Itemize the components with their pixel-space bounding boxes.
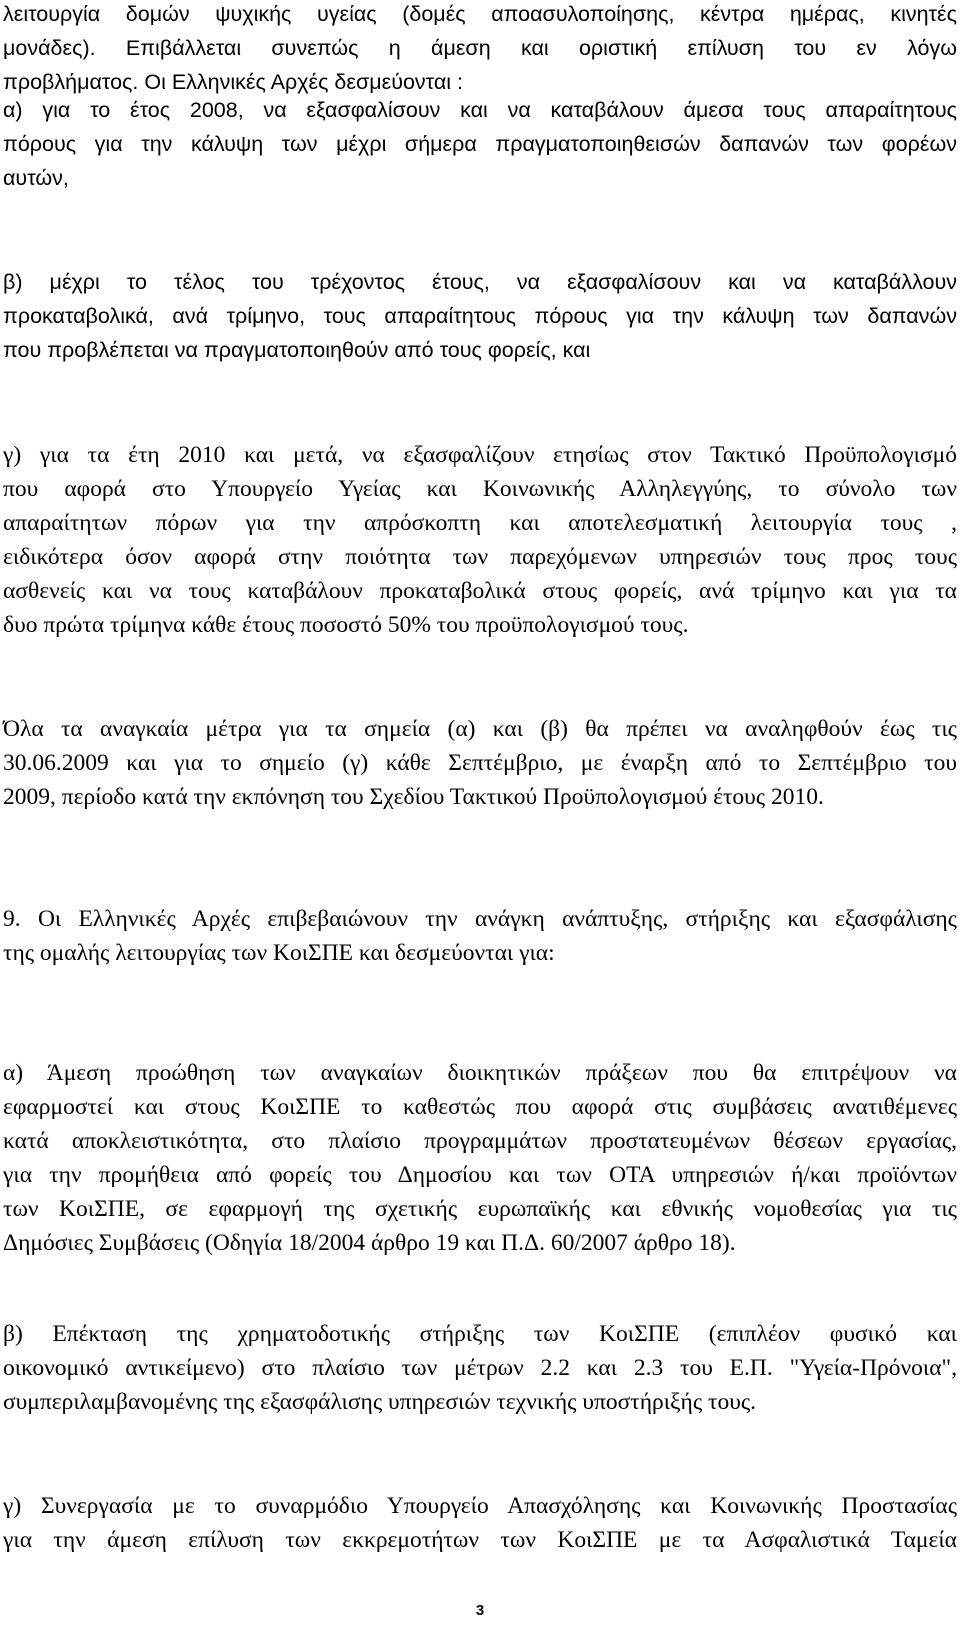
paragraph-item-a [3, 93, 957, 195]
paragraph-section-9 [3, 902, 957, 970]
text-line: γ) Συνεργασία με το συναρμόδιο Υπουργείο Απασχόλησης και Κοινωνικής Προστασίας [3, 1493, 957, 1519]
text-line: 30.06.2009 και για το σημείο (γ) κάθε Σεπτέμβριο, με έναρξη από το Σεπτέμβριο του [3, 750, 957, 776]
text-line: αυτών, [3, 166, 69, 190]
text-line: των ΚοιΣΠΕ, σε εφαρμογή της σχετικής ευρωπαϊκής και εθνικής νομοθεσίας για τις [3, 1196, 957, 1222]
text-line: β) Επέκταση της χρηματοδοτικής στήριξης των ΚοιΣΠΕ (επιπλέον φυσικό και [3, 1321, 957, 1347]
text-line: γ) για τα έτη 2010 και μετά, να εξασφαλίζουν ετησίως στον Τακτικό Προϋπολογισμό [3, 442, 957, 468]
paragraph-section-9a [3, 1056, 957, 1260]
text-line: α) Άμεση προώθηση των αναγκαίων διοικητικών πράξεων που θα επιτρέψουν να [3, 1060, 957, 1086]
text-line: α) για το έτος 2008, να εξασφαλίσουν και να καταβάλουν άμεσα τους απαραίτητους [3, 98, 957, 122]
text-line: ασθενείς και να τους καταβάλουν προκαταβολικά στους φορείς, ανά τρίμηνο και για τα [3, 578, 957, 604]
text-line: Δημόσιες Συμβάσεις (Οδηγία 18/2004 άρθρο 19 και Π.Δ. 60/2007 άρθρο 18). [3, 1230, 736, 1256]
text-line: προβλήματος. Οι Ελληνικές Αρχές δεσμεύονται : [3, 70, 464, 94]
text-line: β) μέχρι το τέλος του τρέχοντος έτους, να εξασφαλίσουν και να καταβάλλουν [3, 270, 957, 294]
text-line: μονάδες). Επιβάλλεται συνεπώς η άμεση και οριστική επίλυση του εν λόγω [3, 36, 957, 60]
text-line: της ομαλής λειτουργίας των ΚοιΣΠΕ και δεσμεύονται για: [3, 940, 555, 966]
text-line: κατά αποκλειστικότητα, στο πλαίσιο προγραμμάτων προστατευμένων θέσεων εργασίας, [3, 1128, 957, 1154]
text-line: για την άμεση επίλυση των εκκρεμοτήτων των ΚοιΣΠΕ με τα Ασφαλιστικά Ταμεία [3, 1527, 957, 1553]
text-line: ειδικότερα όσον αφορά στην ποιότητα των παρεχόμενων υπηρεσιών τους προς τους [3, 544, 957, 570]
page-number: 3 [475, 1602, 485, 1619]
paragraph-intro [3, 0, 957, 99]
text-line: εφαρμοστεί και στους ΚοιΣΠΕ το καθεστώς που αφορά στις συμβάσεις ανατιθέμενες [3, 1094, 957, 1120]
text-line: οικονομικό αντικείμενο) στο πλαίσιο των μέτρων 2.2 και 2.3 του Ε.Π. "Υγεία-Πρόνοια", [3, 1355, 957, 1381]
paragraph-item-c [3, 438, 957, 642]
paragraph-section-9b [3, 1317, 957, 1419]
text-line: απαραίτητων πόρων για την απρόσκοπτη και αποτελεσματική λειτουργία τους , [3, 510, 957, 536]
text-line: για την προμήθεια από φορείς του Δημοσίου και των ΟΤΑ υπηρεσιών ή/και προϊόντων [3, 1162, 957, 1188]
text-line: 2009, περίοδο κατά την εκπόνηση του Σχεδίου Τακτικού Προϋπολογισμού έτους 2010. [3, 784, 824, 810]
text-line: που αφορά στο Υπουργείο Υγείας και Κοινωνικής Αλληλεγγύης, το σύνολο των [3, 476, 957, 502]
paragraph-item-b [3, 265, 957, 367]
paragraph-measures [3, 712, 957, 814]
paragraph-section-9c [3, 1489, 957, 1557]
text-line: Όλα τα αναγκαία μέτρα για τα σημεία (α) και (β) θα πρέπει να αναληφθούν έως τις [3, 716, 957, 742]
text-line: που προβλέπεται να πραγματοποιηθούν από τους φορείς, και [3, 338, 591, 362]
text-line: προκαταβολικά, ανά τρίμηνο, τους απαραίτητους πόρους για την κάλυψη των δαπανών [3, 304, 957, 328]
text-line: συμπεριλαμβανομένης της εξασφάλισης υπηρεσιών τεχνικής υποστήριξής τους. [3, 1389, 757, 1415]
text-line: πόρους για την κάλυψη των μέχρι σήμερα πραγματοποιηθεισών δαπανών των φορέων [3, 132, 957, 156]
text-line: λειτουργία δομών ψυχικής υγείας (δομές αποασυλοποίησης, κέντρα ημέρας, κινητές [3, 2, 957, 26]
text-line: 9. Οι Ελληνικές Αρχές επιβεβαιώνουν την ανάγκη ανάπτυξης, στήριξης και εξασφάλισης [3, 906, 957, 932]
text-line: δυο πρώτα τρίμηνα κάθε έτους ποσοστό 50% του προϋπολογισμού τους. [3, 612, 689, 638]
